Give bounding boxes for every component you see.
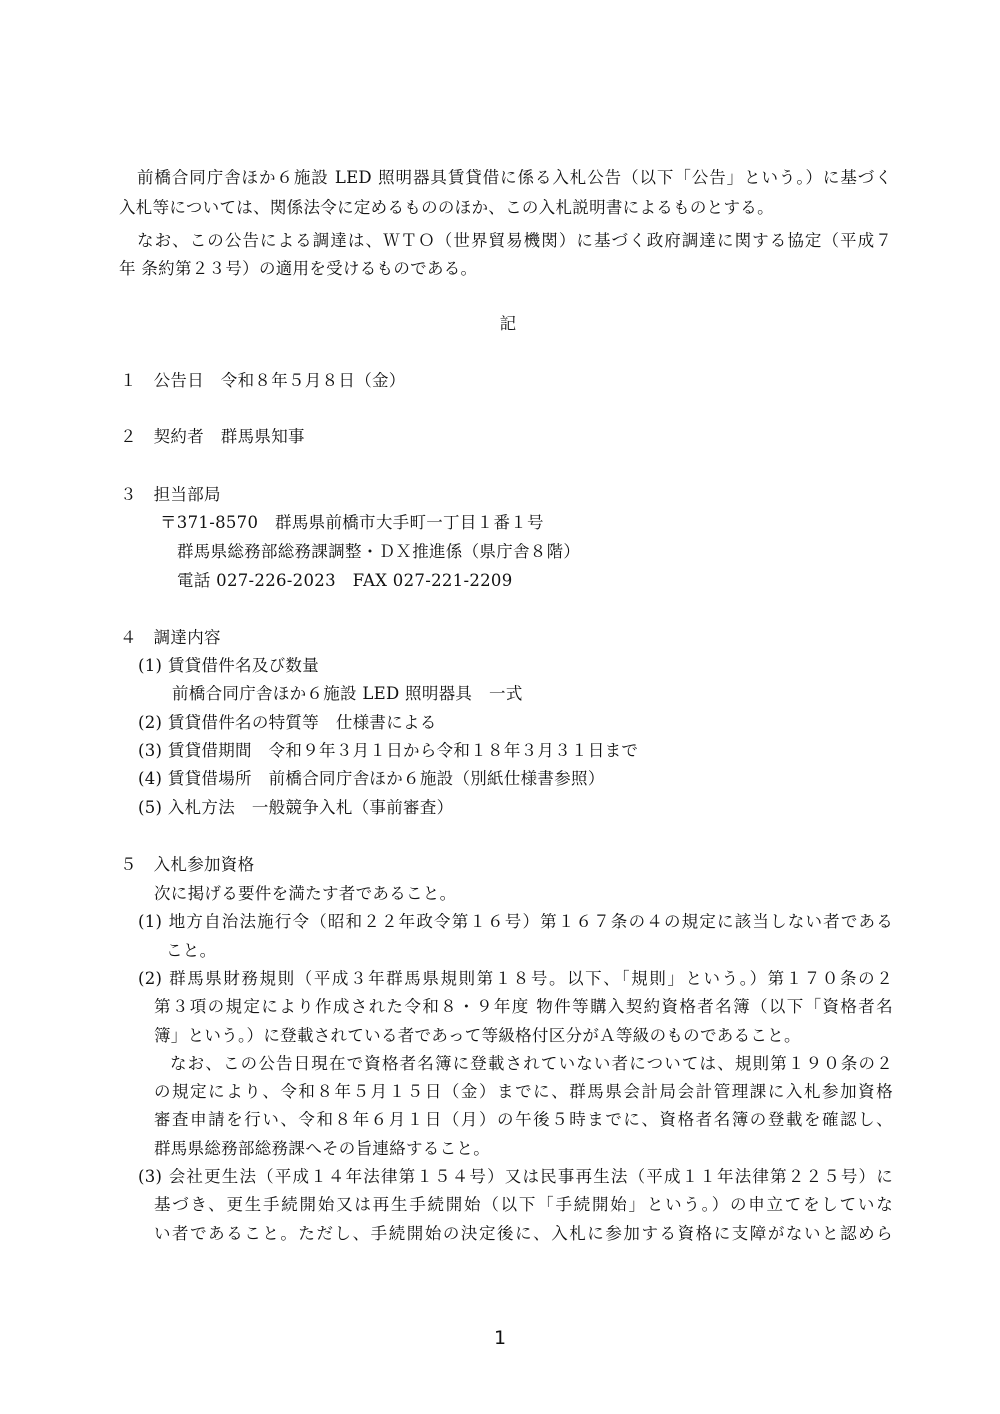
- intro-paragraph-2-line-2: 年 条約第２３号）の適用を受けるものである。: [119, 259, 478, 278]
- section-5-item-1-line-2: こと。: [166, 941, 217, 960]
- section-5-item-2-line-6: 審査申請を行い、令和８年６月１日（月）の午後５時までに、資格者名簿の登載を確認し、: [154, 1110, 893, 1129]
- section-4-title: ４ 調達内容: [120, 628, 221, 647]
- section-5-item-3-line-2: 基づき、更生手続開始又は再生手続開始（以下「手続開始」という。）の申立てをしていな: [154, 1195, 893, 1214]
- section-5-title: ５ 入札参加資格: [120, 855, 255, 874]
- section-1-announcement-date: １ 公告日 令和８年５月８日（金）: [120, 371, 406, 390]
- section-5-item-3-line-3: い者であること。ただし、手続開始の決定後に、入札に参加する資格に支障がないと認めら: [154, 1224, 893, 1243]
- section-4-item-4: (4) 賃貸借場所 前橋合同庁舎ほか６施設（別紙仕様書参照）: [138, 769, 605, 788]
- section-4-item-1: (1) 賃貸借件名及び数量: [138, 656, 320, 675]
- section-2-contractor: ２ 契約者 群馬県知事: [120, 427, 305, 446]
- section-5-item-2-line-4: なお、この公告日現在で資格者名簿に登載されていない者については、規則第１９０条の２: [170, 1054, 893, 1073]
- section-4-item-3: (3) 賃貸借期間 令和９年３月１日から令和１８年３月３１日まで: [138, 741, 639, 760]
- section-3-contact: 電話 027-226-2023 FAX 027-221-2209: [177, 571, 513, 590]
- section-5-item-2-line-1: (2) 群馬県財務規則（平成３年群馬県規則第１８号。以下、「規則」という。）第１７０条の２: [138, 969, 893, 988]
- section-5-item-1-line-1: (1) 地方自治法施行令（昭和２２年政令第１６号）第１６７条の４の規定に該当しない者である: [138, 912, 893, 931]
- section-5-lead: 次に掲げる要件を満たす者であること。: [154, 884, 457, 903]
- intro-paragraph-2-line-1: なお、この公告による調達は、ＷＴＯ（世界貿易機関）に基づく政府調達に関する協定（平成７: [137, 231, 892, 250]
- section-4-item-5: (5) 入札方法 一般競争入札（事前審査）: [138, 798, 454, 817]
- ki-heading: 記: [499, 314, 517, 333]
- section-3-department: 群馬県総務部総務課調整・ＤＸ推進係（県庁舎８階）: [177, 542, 581, 561]
- page-number: 1: [493, 1327, 507, 1349]
- intro-paragraph-1-line-2: 入札等については、関係法令に定めるもののほか、この入札説明書によるものとする。: [119, 198, 774, 217]
- section-3-address: 〒371-8570 群馬県前橋市大手町一丁目１番１号: [160, 513, 544, 532]
- section-5-item-2-line-3: 簿」という。）に登載されている者であって等級格付区分がＡ等級のものであること。: [154, 1026, 801, 1045]
- section-5-item-2-line-2: 第３項の規定により作成された令和８・９年度 物件等購入契約資格者名簿（以下「資格者名: [154, 997, 893, 1016]
- section-5-item-2-line-7: 群馬県総務部総務課へその旨連絡すること。: [154, 1139, 490, 1158]
- section-3-title: ３ 担当部局: [120, 485, 221, 504]
- section-4-item-1-detail: 前橋合同庁舎ほか６施設 LED 照明器具 一式: [172, 684, 523, 703]
- section-5-item-3-line-1: (3) 会社更生法（平成１４年法律第１５４号）又は民事再生法（平成１１年法律第２２５号）に: [138, 1167, 893, 1186]
- section-5-item-2-line-5: の規定により、令和８年５月１５日（金）までに、群馬県会計局会計管理課に入札参加資格: [154, 1082, 893, 1101]
- section-4-item-2: (2) 賃貸借件名の特質等 仕様書による: [138, 713, 437, 732]
- intro-paragraph-1-line-1: 前橋合同庁舎ほか６施設 LED 照明器具賃貸借に係る入札公告（以下「公告」という。）に基づく: [137, 168, 892, 187]
